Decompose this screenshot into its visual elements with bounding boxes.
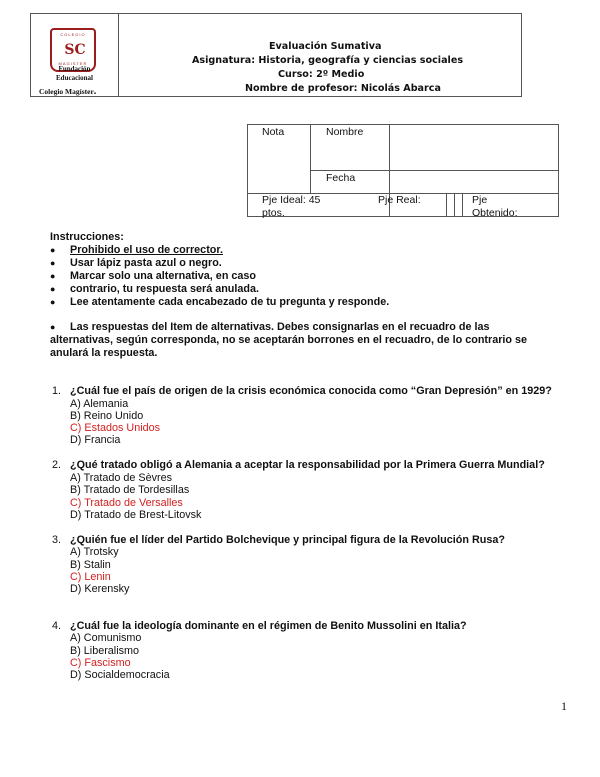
fundacion-label [31,65,118,83]
bullet-icon: ● [50,284,56,294]
option[interactable]: D) Socialdemocracia [70,669,170,681]
instructions-note-line2 [50,334,527,347]
option[interactable]: A) Tratado de Sèvres [70,472,173,484]
subject-line: Asignatura: Historia, geografía y ciencias sociales [192,55,464,66]
instructions-note-line1: Las respuestas del Item de alternativas. Debes consignarlas en el recuadro de las [70,321,490,333]
crest-top-text: COLEGIO [60,32,86,37]
option[interactable]: B) Stalin [70,559,111,571]
question-number: 1. [52,385,62,397]
question-text: ¿Cuál fue el país de origen de la crisis económica conocida como “Gran Depresión” en 1929? [70,385,552,397]
question-number: 4. [52,620,62,632]
option-correct[interactable]: C) Tratado de Versalles [70,497,183,509]
header-divider [118,14,119,96]
option[interactable]: B) Liberalismo [70,645,140,657]
bullet-icon: ● [50,258,56,268]
page-number: 1 [561,699,567,713]
instructions-note-line3: anulará la respuesta. [50,347,158,359]
pje-real-label: Pje Real: [378,194,421,206]
pje-ideal-label [262,194,320,220]
instruction-item: Marcar solo una alternativa, en caso [70,270,257,282]
colegio-label: Colegio Magíster. [39,86,97,97]
fundacion-line2: Educacional [56,74,93,82]
pje-obtenido-line1: Pje [472,194,488,206]
question-text: ¿Quién fue el líder del Partido Bolchevique y principal figura de la Revolución Rusa? [70,534,505,546]
option[interactable]: D) Francia [70,434,121,446]
instruction-item: Lee atentamente cada encabezado de tu pregunta y responde. [70,296,390,308]
nombre-label: Nombre [326,126,364,138]
question-text: ¿Cuál fue la ideología dominante en el régimen de Benito Mussolini en Italia? [70,620,467,632]
nota-label: Nota [262,126,285,138]
question-number: 3. [52,534,62,546]
option-correct[interactable]: C) Estados Unidos [70,422,161,434]
pje-ideal-line1: Pje Ideal: 45 [262,194,321,206]
option[interactable]: A) Comunismo [70,632,142,644]
instruction-item: Usar lápiz pasta azul o negro. [70,257,222,269]
note-line2-part1: alternativas, según corresponda [50,334,217,346]
option-correct[interactable]: C) Fascismo [70,657,131,669]
question-text: ¿Qué tratado obligó a Alemania a aceptar la responsabilidad por la Primera Guerra Mundial? [70,459,545,471]
crest-emblem [58,39,92,59]
option[interactable]: B) Reino Unido [70,410,144,422]
header-box [30,13,522,97]
note-line2-part2: , no se aceptarán borrones en el recuadro, de lo contrario se [216,334,528,346]
crest-letters: SC [64,42,86,58]
grade-table [247,124,559,217]
instruction-item: contrario, tu respuesta será anulada. [70,283,260,295]
bullet-icon: ● [50,322,56,332]
colegio-text: Colegio Magíster [39,87,94,96]
instruction-item: Prohibido el uso de corrector. [70,244,223,256]
fundacion-line1: Fundación [58,65,91,73]
exam-title: Evaluación Sumativa [269,41,382,52]
pje-ideal-line2: ptos. [262,207,285,219]
option[interactable]: D) Kerensky [70,583,130,595]
bullet-icon: ● [50,245,56,255]
instructions-heading: Instrucciones: [50,231,124,243]
bullet-icon: ● [50,271,56,281]
teacher-line: Nombre de profesor: Nicolás Abarca [245,83,441,94]
question-number: 2. [52,459,62,471]
bullet-icon: ● [50,297,56,307]
option[interactable]: B) Tratado de Tordesillas [70,484,190,496]
pje-obtenido-label [472,194,518,220]
fecha-label: Fecha [326,172,356,184]
option[interactable]: D) Tratado de Brest-Litovsk [70,509,202,521]
option-correct[interactable]: C) Lenin [70,571,111,583]
pje-obtenido-line2: Obtenido: [472,207,518,219]
course-line: Curso: 2º Medio [278,69,365,80]
option[interactable]: A) Alemania [70,398,129,410]
crest-bottom-text: MAGISTER [58,61,88,66]
option[interactable]: A) Trotsky [70,546,119,558]
